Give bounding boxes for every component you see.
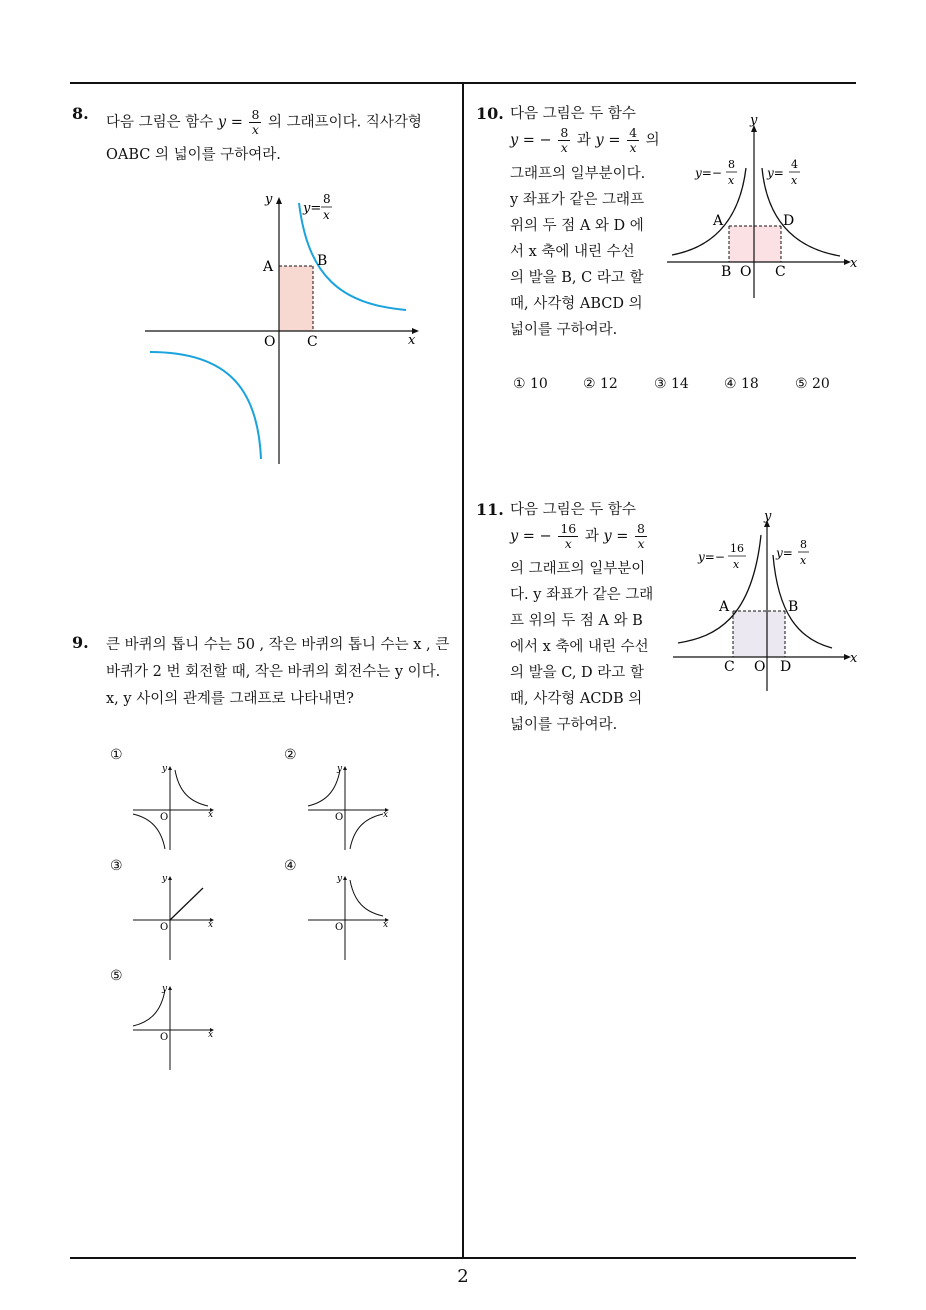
q9-option-3-graph[interactable] [128,872,218,962]
q10-line6: 서 x 축에 내린 수선 [510,244,635,260]
q10-line5: 위의 두 점 A 와 D 에 [510,218,644,234]
q9-opt4-curve-q1 [350,880,383,916]
q9-number: 9. [72,633,89,652]
q11-point-c: C [724,659,735,675]
q10-point-d: D [783,213,795,229]
page-number: 2 [457,1266,469,1287]
q11-eq2-den: x [637,536,645,551]
q11-number: 11. [476,500,504,519]
q11-right-curve-den: x [800,554,807,567]
q8-eq-den: x [251,122,259,137]
q9-option-4-graph[interactable] [303,872,393,962]
q11-line2 [510,522,649,551]
q9-opt2-x-label: x [383,810,389,820]
column-divider [462,82,464,1258]
q10-line4: y 좌표가 같은 그래프 [510,192,645,208]
q11-conj: 과 [584,528,599,545]
q11-line4: 다. y 좌표가 같은 그래 [510,587,654,603]
q9-option-5-mark[interactable]: ⑤ [110,968,123,984]
q9-opt4-y-arrow [343,876,347,880]
q9-opt3-x-label: x [208,920,214,930]
q10-point-a: A [713,213,724,229]
q8-point-o: O [264,334,276,350]
q9-option-1-mark[interactable]: ① [110,747,123,763]
q11-eq2-fraction [635,522,647,551]
q9-opt1-y-label: y [162,764,168,774]
q8-curve-right [299,203,406,310]
q11-point-b: B [788,599,799,615]
q11-line6: 에서 x 축에 내린 수선 [510,639,649,655]
q11-point-d: D [780,659,792,675]
q8-eq-sign: = [230,114,243,131]
q10-eq1-num: 8 [560,125,569,140]
q8-eq-lhs: y [217,114,227,131]
q8-text-a: 다음 그림은 함수 [106,114,214,131]
q11-line3: 의 그래프의 일부분이 [510,561,646,577]
q10-conj: 과 [576,132,591,149]
q9-opt4-x-label: x [383,920,389,930]
q11-left-curve-num: 16 [730,542,744,555]
q10-graph [664,110,864,302]
q9-opt1-y-arrow [168,766,172,770]
q11-x-label: x [850,651,858,666]
q8-number: 8. [72,104,89,123]
q10-rectangle-abcd [729,226,781,262]
q8-line1 [106,108,422,137]
q9-opt5-origin: O [160,1032,169,1043]
q9-option-2-graph[interactable] [303,762,393,852]
q8-eq-num: 8 [251,107,260,122]
q10-y-label: y [750,113,758,128]
q8-point-c: C [307,334,318,350]
q10-eq2-lhs: y = [595,132,621,149]
q10-line8: 때, 사각형 ABCD 의 [510,296,643,312]
q11-y-label: y [764,509,772,524]
q11-line5: 프 위의 두 점 A 와 B [510,613,643,629]
q9-opt3-y-label: y [162,874,168,884]
q10-eq2-num: 4 [629,125,638,140]
q10-x-label: x [850,256,858,271]
q11-rectangle-acdb [733,611,785,657]
q10-eq1-den: x [560,140,568,155]
bottom-rule [70,1257,856,1259]
q10-choice-4[interactable]: ④ 18 [724,376,759,392]
q10-choice-5[interactable]: ⑤ 20 [795,376,830,392]
q8-curve-label-num: 8 [323,192,331,206]
q10-point-o: O [740,264,752,280]
q10-right-curve-num: 4 [791,158,798,171]
q9-option-5-graph[interactable] [128,982,218,1072]
q10-choice-1[interactable]: ① 10 [513,376,548,392]
q11-eq1-num: 16 [560,521,577,536]
q9-opt5-y-label: y [162,984,168,994]
q9-option-1-graph[interactable] [128,762,218,852]
q10-eq2-den: x [629,140,637,155]
q10-line2 [510,126,660,155]
q9-opt1-curve-q1 [175,770,208,806]
q10-point-b: B [721,264,732,280]
q9-opt2-curve-q2 [308,770,340,806]
q10-left-curve-num: 8 [728,158,735,171]
q11-line7: 의 발을 C, D 라고 할 [510,665,644,681]
q10-eq1-lhs: y = − [510,132,552,149]
q10-suffix: 의 [645,132,660,149]
q8-point-b: B [317,253,328,269]
q10-left-curve-lhs: y=− [695,166,722,180]
q9-opt5-x-label: x [208,1030,214,1040]
q9-opt2-curve-q4 [350,814,383,849]
q11-right-curve-num: 8 [800,538,807,551]
q9-opt3-y-arrow [168,876,172,880]
q8-eq-fraction [249,108,261,137]
q11-line9: 넓이를 구하여라. [510,717,618,733]
q9-opt3-line [170,888,203,920]
q8-curve-left [150,352,261,459]
q9-option-3-mark[interactable]: ③ [110,858,123,874]
q9-option-2-mark[interactable]: ② [284,747,297,763]
q8-y-label: y [265,192,273,207]
q11-eq1-fraction [558,522,578,551]
q9-opt3-origin: O [160,922,169,933]
q9-opt2-y-arrow [343,766,347,770]
q9-opt1-x-label: x [208,810,214,820]
q8-curve-label-den: x [323,208,330,222]
q10-point-c: C [775,264,786,280]
q11-left-curve-lhs: y=− [698,550,725,564]
q9-opt2-origin: O [335,812,344,823]
q9-line2: 바퀴가 2 번 회전할 때, 작은 바퀴의 회전수는 y 이다. [106,664,441,680]
q8-y-arrow [276,197,282,204]
q10-number: 10. [476,104,504,123]
q8-graph [140,186,430,468]
q9-opt4-origin: O [335,922,344,933]
q10-line1: 다음 그림은 두 함수 [510,106,636,122]
q10-line9: 넓이를 구하여라. [510,322,618,338]
q9-opt5-y-arrow [168,986,172,990]
q11-point-o: O [754,659,766,675]
q10-choice-3[interactable]: ③ 14 [654,376,689,392]
q8-rectangle-oabc [279,266,313,331]
q11-point-a: A [719,599,730,615]
q9-line3: x, y 사이의 관계를 그래프로 나타내면? [106,691,354,707]
q8-x-label: x [408,333,416,348]
q10-right-curve-lhs: y= [767,166,784,180]
q9-line1: 큰 바퀴의 톱니 수는 50 , 작은 바퀴의 톱니 수는 x , 큰 [106,637,450,653]
q11-eq2-num: 8 [637,521,645,536]
q10-eq1-fraction [558,126,570,155]
q10-line7: 의 발을 B, C 라고 할 [510,270,644,286]
q11-eq1-den: x [564,536,572,551]
q11-eq2-lhs: y = [603,528,629,545]
q9-opt5-curve-q2 [133,990,165,1026]
q10-line3: 그래프의 일부분이다. [510,166,646,182]
q10-left-curve-den: x [728,174,735,187]
q11-graph [670,505,865,695]
q11-right-curve-lhs: y= [776,546,793,560]
q10-choice-2[interactable]: ② 12 [583,376,618,392]
q11-eq1-lhs: y = − [510,528,552,545]
q8-curve-label-lhs: y= [303,201,322,216]
q9-opt2-y-label: y [337,764,343,774]
q8-text-b: 의 그래프이다. 직사각형 [268,114,422,131]
q8-point-a: A [263,259,274,275]
q10-eq2-fraction [627,126,639,155]
q9-opt1-origin: O [160,812,169,823]
q11-line8: 때, 사각형 ACDB 의 [510,691,643,707]
q11-line1: 다음 그림은 두 함수 [510,502,636,518]
q8-line2: OABC 의 넓이를 구하여라. [106,147,281,163]
q9-option-4-mark[interactable]: ④ [284,858,297,874]
q10-right-curve-den: x [791,174,798,187]
q11-left-curve-den: x [733,558,740,571]
q9-opt4-y-label: y [337,874,343,884]
